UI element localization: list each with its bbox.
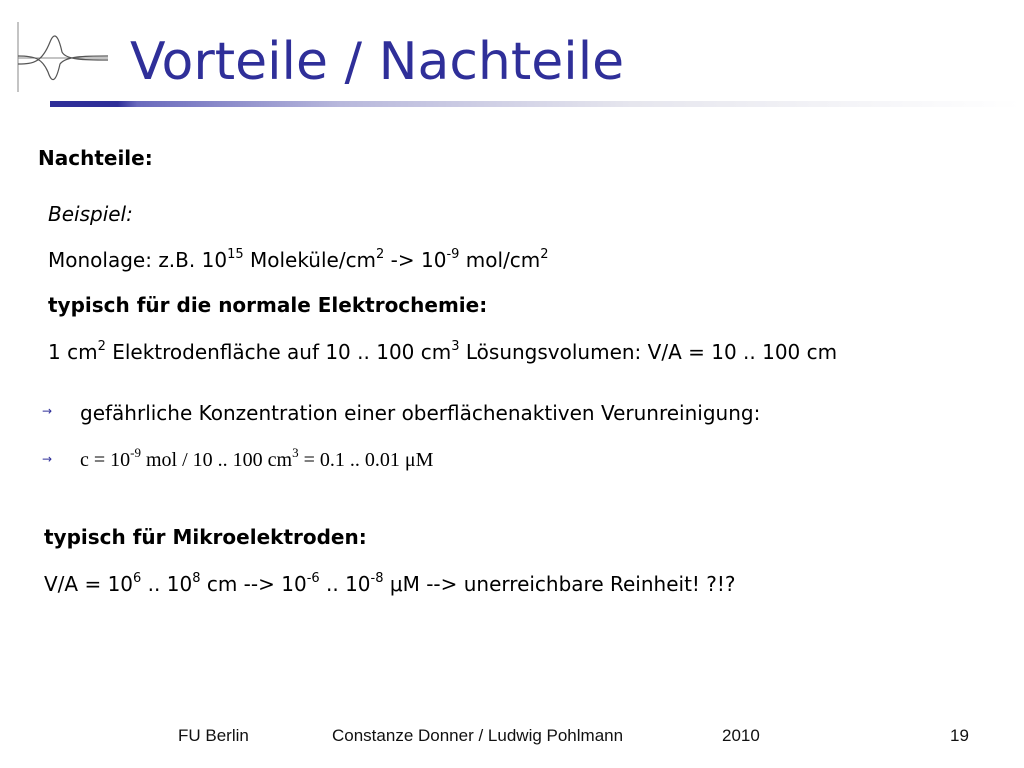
bullet-item-1: gefährliche Konzentration einer oberflächenaktiven Verunreinigung: <box>80 401 761 425</box>
typical-line: 1 $cm^2$ Elektrodenfläche auf 10 .. 100 $cm^3$ Lösungsvolumen: V/A = 10 .. 100 cm <box>48 339 838 364</box>
bullet-item-2: $c = 10^{-9}$ mol / 10 .. 100 $cm^3 = 0.1$ .. 0.01 μM <box>80 445 434 471</box>
example-label: Beispiel: <box>48 202 133 226</box>
cyclic-voltammogram-logo-icon <box>14 22 110 94</box>
slide-title: Vorteile / Nachteile <box>130 32 625 92</box>
micro-line: $V/A = 10^6$ .. $10^8$ cm --> $10^{-6}$ .. $10^{-8}$ μM --> unerreichbare Reinheit! ?!? <box>44 571 736 596</box>
slide-number: 19 <box>950 726 969 745</box>
micro-heading: typisch für Mikroelektroden: <box>44 525 367 549</box>
typical-heading: typisch für die normale Elektrochemie: <box>48 293 488 317</box>
arrow-bullet-icon: → <box>42 404 53 418</box>
footer-year: 2010 <box>722 726 760 745</box>
monolayer-line: Monolage: z.B. $10^{15}$ Moleküle/$cm^2 -> 10^{-9}$ mol/$cm^2$ <box>48 247 549 272</box>
title-underline <box>50 101 1020 107</box>
arrow-bullet-icon: → <box>42 452 53 466</box>
footer-institution: FU Berlin <box>178 726 249 745</box>
section-heading: Nachteile: <box>38 146 153 170</box>
title-underline-accent <box>50 101 118 107</box>
footer-authors: Constanze Donner / Ludwig Pohlmann <box>332 726 624 745</box>
